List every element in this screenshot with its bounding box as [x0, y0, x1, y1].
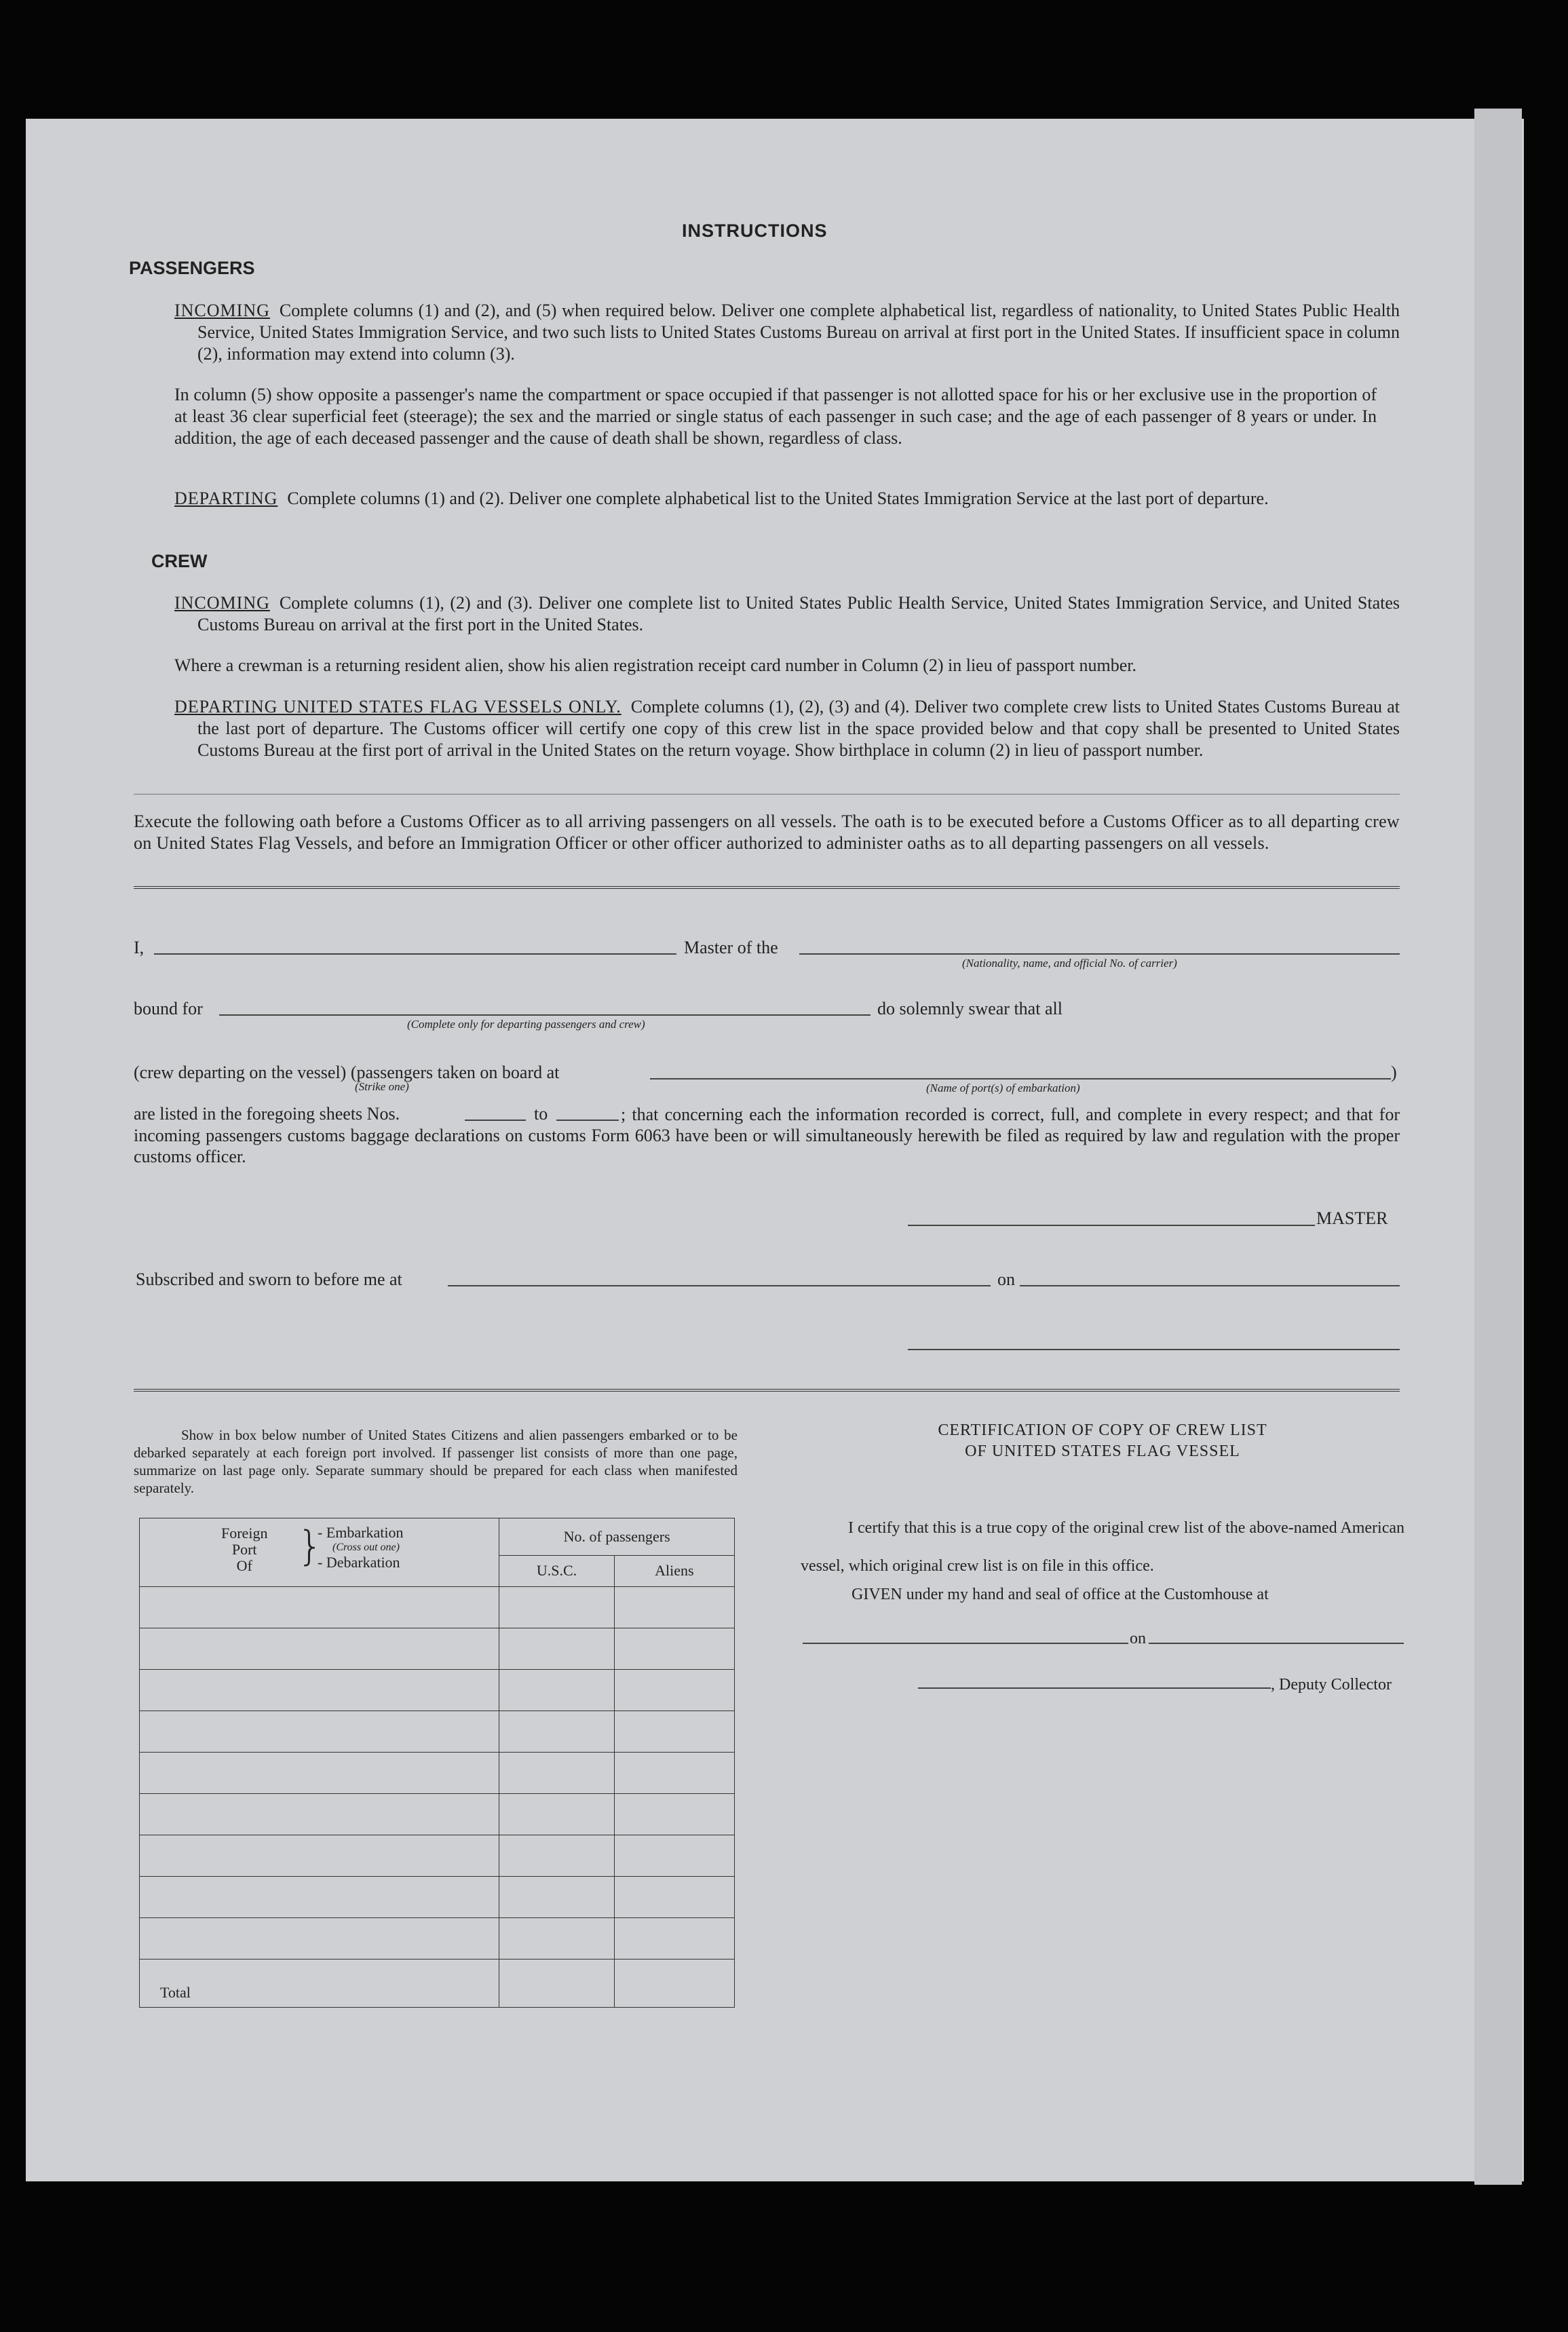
total-label: Total — [140, 1960, 499, 2008]
bound-for-label: bound for — [134, 999, 203, 1018]
deputy-signature-field[interactable] — [918, 1687, 1271, 1689]
crew-heading: CREW — [151, 551, 208, 571]
certification-text: I certify that this is a true copy of the original crew list of the above-named American vessel, which original crew list is on file in this office. — [801, 1519, 1404, 1575]
oath-intro: Execute the following oath before a Customs Officer as to all arriving passengers on all vessels. The oath is to be executed before a Customs Officer as to all departing crew on United States Flag Vessels, and before an Immigration Officer or other officer authorized to administer oaths as to all departing passengers on all vessels. — [134, 811, 1400, 853]
foreign-label: Foreign — [221, 1525, 268, 1542]
subscribed-label: Subscribed and sworn to before me at — [136, 1269, 402, 1289]
certification-heading-line-2: OF UNITED STATES FLAG VESSEL — [965, 1442, 1240, 1460]
summary-note: Show in box below number of United States Citizens and alien passengers embarked or to be debarked separately at each foreign port involved. If passenger list consists of more than one page, summarize on last page only. Separate summary should be prepared for each class when manifested separately. — [134, 1427, 738, 1496]
usc-cell[interactable] — [499, 1711, 614, 1753]
passengers-heading: PASSENGERS — [129, 258, 255, 278]
sheets-listed-label: are listed in the foregoing sheets Nos. — [134, 1104, 400, 1124]
given-text: GIVEN under my hand and seal of office at the Customhouse at — [852, 1586, 1269, 1603]
aliens-cell[interactable] — [614, 1711, 734, 1753]
crew-passengers-label: (crew departing on the vessel) (passengers taken on board at — [134, 1063, 560, 1082]
subscribed-on-label: on — [997, 1269, 1015, 1289]
section-divider — [134, 794, 1400, 795]
deputy-collector-label: , Deputy Collector — [1271, 1676, 1392, 1694]
usc-cell[interactable] — [499, 1794, 614, 1835]
cross-out-hint: (Cross out one) — [332, 1542, 400, 1553]
port-label: Port — [231, 1541, 257, 1558]
crew-incoming-label: INCOMING — [174, 593, 270, 613]
crew-departing-paragraph — [174, 696, 1400, 761]
crew-incoming-text: Complete columns (1), (2) and (3). Deliver one complete list to United States Public Health Service, United States Immigration Service, and United States Customs Bureau on arrival at the first port in the United States. — [197, 593, 1400, 634]
usc-cell[interactable] — [499, 1835, 614, 1877]
page-edge-strip — [1474, 109, 1522, 2185]
bound-hint: (Complete only for departing passengers and crew) — [407, 1018, 645, 1031]
table-row — [140, 1753, 735, 1794]
port-cell[interactable] — [140, 1587, 499, 1628]
no-of-passengers-header: No. of passengers — [499, 1518, 735, 1556]
passengers-departing-paragraph — [174, 488, 1400, 510]
passengers-departing-label: DEPARTING — [174, 489, 278, 508]
total-row — [140, 1960, 735, 2008]
crew-departing-label: DEPARTING UNITED STATES FLAG VESSELS ONLY. — [174, 697, 622, 716]
master-of-the-label: Master of the — [684, 938, 778, 957]
certification-heading-line-1: CERTIFICATION OF COPY OF CREW LIST — [938, 1421, 1267, 1439]
double-rule — [134, 886, 1400, 889]
port-cell[interactable] — [140, 1794, 499, 1835]
crew-incoming-paragraph — [174, 592, 1400, 636]
foreign-port-header — [140, 1518, 499, 1587]
table-row — [140, 1587, 735, 1628]
usc-cell[interactable] — [499, 1628, 614, 1670]
passengers-incoming-text: Complete columns (1) and (2), and (5) when required below. Deliver one complete alphabetical list, regardless of nationality, to United States Public Health Service, United States Immigration Service, and two such lists to United States Customs Bureau on arrival at first port in the United States. If insufficient space in column (2), information may extend into column (3). — [197, 301, 1400, 364]
bound-for-field[interactable] — [219, 1014, 871, 1016]
passengers-departing-text: Complete columns (1) and (2). Deliver one complete alphabetical list to the United States Immigration Service at the last port of departure. — [287, 489, 1269, 508]
passenger-summary-table — [139, 1518, 735, 2008]
passengers-incoming-paragraph — [174, 300, 1400, 365]
double-rule-lower — [134, 1389, 1400, 1392]
aliens-cell[interactable] — [614, 1670, 734, 1711]
aliens-cell[interactable] — [614, 1918, 734, 1960]
port-cell[interactable] — [140, 1835, 499, 1877]
debarkation-option[interactable]: - Debarkation — [318, 1554, 400, 1571]
subscribed-date-field[interactable] — [1020, 1285, 1400, 1286]
table-row — [140, 1794, 735, 1835]
strike-hint: (Strike one) — [355, 1080, 409, 1093]
usc-total-cell[interactable] — [499, 1960, 614, 2008]
aliens-cell[interactable] — [614, 1628, 734, 1670]
aliens-total-cell[interactable] — [614, 1960, 734, 2008]
usc-cell[interactable] — [499, 1753, 614, 1794]
subscribed-place-field[interactable] — [448, 1285, 991, 1286]
usc-cell[interactable] — [499, 1877, 614, 1918]
carrier-hint: (Nationality, name, and official No. of carrier) — [962, 957, 1177, 970]
certification-on-label: on — [1130, 1630, 1146, 1647]
to-label: to — [534, 1104, 548, 1124]
embarkation-port-field[interactable] — [650, 1078, 1391, 1079]
embarkation-option[interactable]: - Embarkation — [318, 1524, 404, 1541]
passengers-incoming-label: INCOMING — [174, 301, 270, 320]
port-cell[interactable] — [140, 1918, 499, 1960]
usc-header: U.S.C. — [499, 1555, 614, 1586]
customhouse-field[interactable] — [803, 1643, 1128, 1644]
crew-departing-text: Complete columns (1), (2), (3) and (4). Deliver two complete crew lists to United States Customs Bureau at the last port of departure. The Customs officer will certify one copy of this crew list in the space provided below and that copy shall be presented to United States Customs Bureau at the first port of arrival in the United States on the return voyage. Show birthplace in column (2) in lieu of passport number. — [197, 697, 1400, 760]
aliens-cell[interactable] — [614, 1753, 734, 1794]
port-cell[interactable] — [140, 1670, 499, 1711]
usc-cell[interactable] — [499, 1918, 614, 1960]
table-row — [140, 1628, 735, 1670]
page-title: INSTRUCTIONS — [682, 221, 828, 241]
table-row — [140, 1670, 735, 1711]
close-paren: ) — [1391, 1063, 1397, 1082]
carrier-field[interactable] — [799, 953, 1400, 955]
table-row — [140, 1835, 735, 1877]
master-signature-label: MASTER — [1316, 1208, 1388, 1228]
table-row — [140, 1877, 735, 1918]
table-row — [140, 1918, 735, 1960]
port-cell[interactable] — [140, 1753, 499, 1794]
master-signature-field[interactable] — [908, 1225, 1315, 1226]
port-hint: (Name of port(s) of embarkation) — [926, 1082, 1080, 1094]
aliens-header: Aliens — [614, 1555, 734, 1586]
brace-glyph: } — [297, 1523, 324, 1570]
port-cell[interactable] — [140, 1711, 499, 1753]
crew-resident-paragraph: Where a crewman is a returning resident alien, show his alien registration receipt card number in Column (2) in lieu of passport number. — [174, 655, 1137, 675]
column5-paragraph: In column (5) show opposite a passenger's name the compartment or space occupied if that passenger is not allotted space for his or her exclusive use in the proportion of at least 36 clear superficial feet (steerage); the sex and the married or single status of each passenger in such case; and the age of each passenger of 8 years or under. In addition, the age of each deceased passenger and the cause of death shall be shown, regardless of class. — [174, 385, 1377, 448]
aliens-cell[interactable] — [614, 1794, 734, 1835]
of-label: Of — [236, 1557, 252, 1574]
certification-date-field[interactable] — [1149, 1643, 1404, 1644]
oath-body: ; that concerning each the information recorded is correct, full, and complete in every respect; and that for incoming passengers customs baggage declarations on customs Form 6063 have been or will simultaneously herewith be filed as required by law and regulation with the proper customs officer. — [134, 1105, 1400, 1166]
aliens-cell[interactable] — [614, 1835, 734, 1877]
master-name-field[interactable] — [154, 953, 676, 955]
aliens-cell[interactable] — [614, 1587, 734, 1628]
port-cell[interactable] — [140, 1628, 499, 1670]
usc-cell[interactable] — [499, 1587, 614, 1628]
officer-signature-field[interactable] — [908, 1349, 1400, 1350]
swear-label: do solemnly swear that all — [877, 999, 1063, 1018]
oath-i-label: I, — [134, 938, 145, 957]
port-cell[interactable] — [140, 1877, 499, 1918]
aliens-cell[interactable] — [614, 1877, 734, 1918]
table-row — [140, 1711, 735, 1753]
usc-cell[interactable] — [499, 1670, 614, 1711]
certification-heading — [787, 1420, 1418, 1462]
